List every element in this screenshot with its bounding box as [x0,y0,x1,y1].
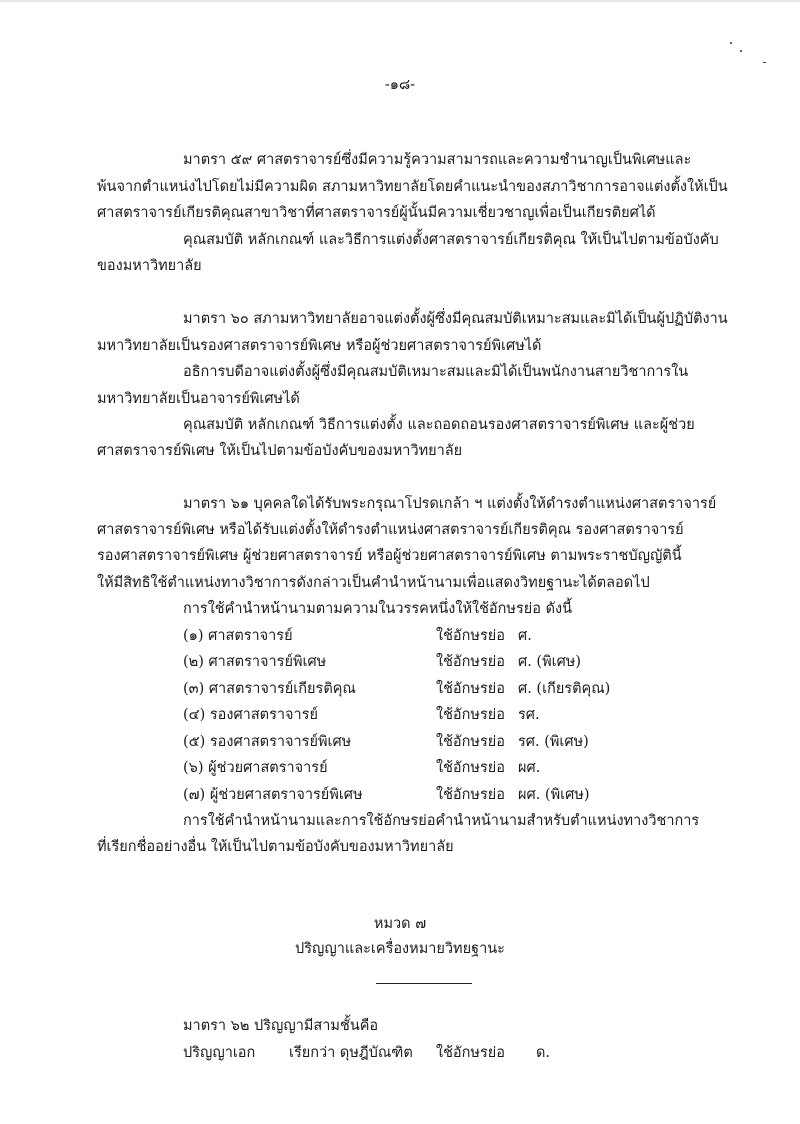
section-59-line-4: คุณสมบัติ หลักเกณฑ์ และวิธีการแต่งตั้งศาสตราจารย์เกียรติคุณ ให้เป็นไปตามข้อบังคับ [183,232,719,248]
abbreviation-title: (๓) ศาสตราจารย์เกียรติคุณ [183,681,356,697]
abbreviation-value: ศ. [518,628,532,644]
section-62-line-1: มาตรา ๖๒ ปริญญามีสามชั้นคือ [183,1018,379,1034]
section-60-line-2: มหาวิทยาลัยเป็นรองศาสตราจารย์พิเศษ หรือผู้ช่วยศาสตราจารย์พิเศษได้ [97,338,542,354]
section-60-line-5: คุณสมบัติ หลักเกณฑ์ วิธีการแต่งตั้ง และถอดถอนรองศาสตราจารย์พิเศษ และผู้ช่วย [183,417,695,433]
abbreviation-use: ใช้อักษรย่อ [436,707,505,723]
chapter-divider [376,983,472,984]
abbreviation-use: ใช้อักษรย่อ [436,787,505,803]
chapter-number: หมวด ๗ [373,916,427,932]
scan-speck [763,62,766,63]
section-61-line-4: ให้มีสิทธิใช้ตำแหน่งทางวิชาการดังกล่าวเป็นคำนำหน้านามเพื่อแสดงวิทยฐานะได้ตลอดไป [97,575,650,591]
abbreviation-use: ใช้อักษรย่อ [436,734,505,750]
degree-abbreviation: ด. [536,1045,551,1061]
abbreviation-title: (๔) รองศาสตราจารย์ [183,707,318,723]
section-60-line-6: ศาสตราจารย์พิเศษ ให้เป็นไปตามข้อบังคับของมหาวิทยาลัย [97,443,463,459]
section-59-line-3: ศาสตราจารย์เกียรติคุณสาขาวิชาที่ศาสตราจารย์ผู้นั้นมีความเชี่ยวชาญเพื่อเป็นเกียรติยศได้ [97,205,656,221]
section-61-line-1: มาตรา ๖๑ บุคคลใดได้รับพระกรุณาโปรดเกล้า ฯ แต่งตั้งให้ดำรงตำแหน่งศาสตราจารย์ [183,496,717,512]
degree-name: ปริญญาเอก [183,1045,256,1061]
section-60-line-4: มหาวิทยาลัยเป็นอาจารย์พิเศษได้ [97,391,300,407]
abbreviation-title: (๑) ศาสตราจารย์ [183,628,293,644]
page-number: -๑๘- [384,77,416,93]
abbreviation-value: ผศ. (พิเศษ) [518,787,590,803]
abbreviation-use: ใช้อักษรย่อ [436,654,505,670]
abbreviation-title: (๒) ศาสตราจารย์พิเศษ [183,654,327,670]
abbreviation-value: รศ. [518,707,540,723]
chapter-title: ปริญญาและเครื่องหมายวิทยฐานะ [295,941,505,957]
abbreviation-title: (๖) ผู้ช่วยศาสตราจารย์ [183,760,328,776]
section-61-line-7: ที่เรียกชื่ออย่างอื่น ให้เป็นไปตามข้อบังคับของมหาวิทยาลัย [97,839,454,855]
abbreviation-value: ศ. (พิเศษ) [518,654,582,670]
degree-called: เรียกว่า ดุษฎีบัณฑิต [289,1045,413,1061]
section-60-line-3: อธิการบดีอาจแต่งตั้งผู้ซึ่งมีคุณสมบัติเหมาะสมและมิได้เป็นพนักงานสายวิชาการใน [183,364,689,380]
abbreviation-value: รศ. (พิเศษ) [518,734,589,750]
abbreviation-title: (๕) รองศาสตราจารย์พิเศษ [183,734,352,750]
section-61-line-2: ศาสตราจารย์พิเศษ หรือได้รับแต่งตั้งให้ดำรงตำแหน่งศาสตราจารย์เกียรติคุณ รองศาสตราจารย์ [97,522,684,538]
abbreviation-title: (๗) ผู้ช่วยศาสตราจารย์พิเศษ [183,787,363,803]
section-61-line-5: การใช้คำนำหน้านามตามความในวรรคหนึ่งให้ใช้อักษรย่อ ดังนี้ [183,601,572,617]
abbreviation-use: ใช้อักษรย่อ [436,628,505,644]
section-59-line-2: พ้นจากตำแหน่งไปโดยไม่มีความผิด สภามหาวิทยาลัยโดยคำแนะนำของสภาวิชาการอาจแต่งตั้งให้เป็น [97,179,728,195]
abbreviation-value: ผศ. [518,760,541,776]
section-59-line-5: ของมหาวิทยาลัย [97,258,202,274]
abbreviation-value: ศ. (เกียรติคุณ) [518,681,611,697]
section-59-line-1: มาตรา ๕๙ ศาสตราจารย์ซึ่งมีความรู้ความสามารถและความชำนาญเป็นพิเศษและ [183,152,692,168]
scan-speck [730,42,732,44]
scan-speck [740,50,742,52]
page-top-edge [0,0,800,2]
section-60-line-1: มาตรา ๖๐ สภามหาวิทยาลัยอาจแต่งตั้งผู้ซึ่งมีคุณสมบัติเหมาะสมและมิได้เป็นผู้ปฏิบัติงาน [183,311,728,327]
section-61-line-6: การใช้คำนำหน้านามและการใช้อักษรย่อคำนำหน้านามสำหรับตำแหน่งทางวิชาการ [183,813,700,829]
abbreviation-use: ใช้อักษรย่อ [436,760,505,776]
degree-abbreviation-use: ใช้อักษรย่อ [436,1045,505,1061]
section-61-line-3: รองศาสตราจารย์พิเศษ ผู้ช่วยศาสตราจารย์ หรือผู้ช่วยศาสตราจารย์พิเศษ ตามพระราชบัญญัตินี้ [97,548,682,564]
abbreviation-use: ใช้อักษรย่อ [436,681,505,697]
